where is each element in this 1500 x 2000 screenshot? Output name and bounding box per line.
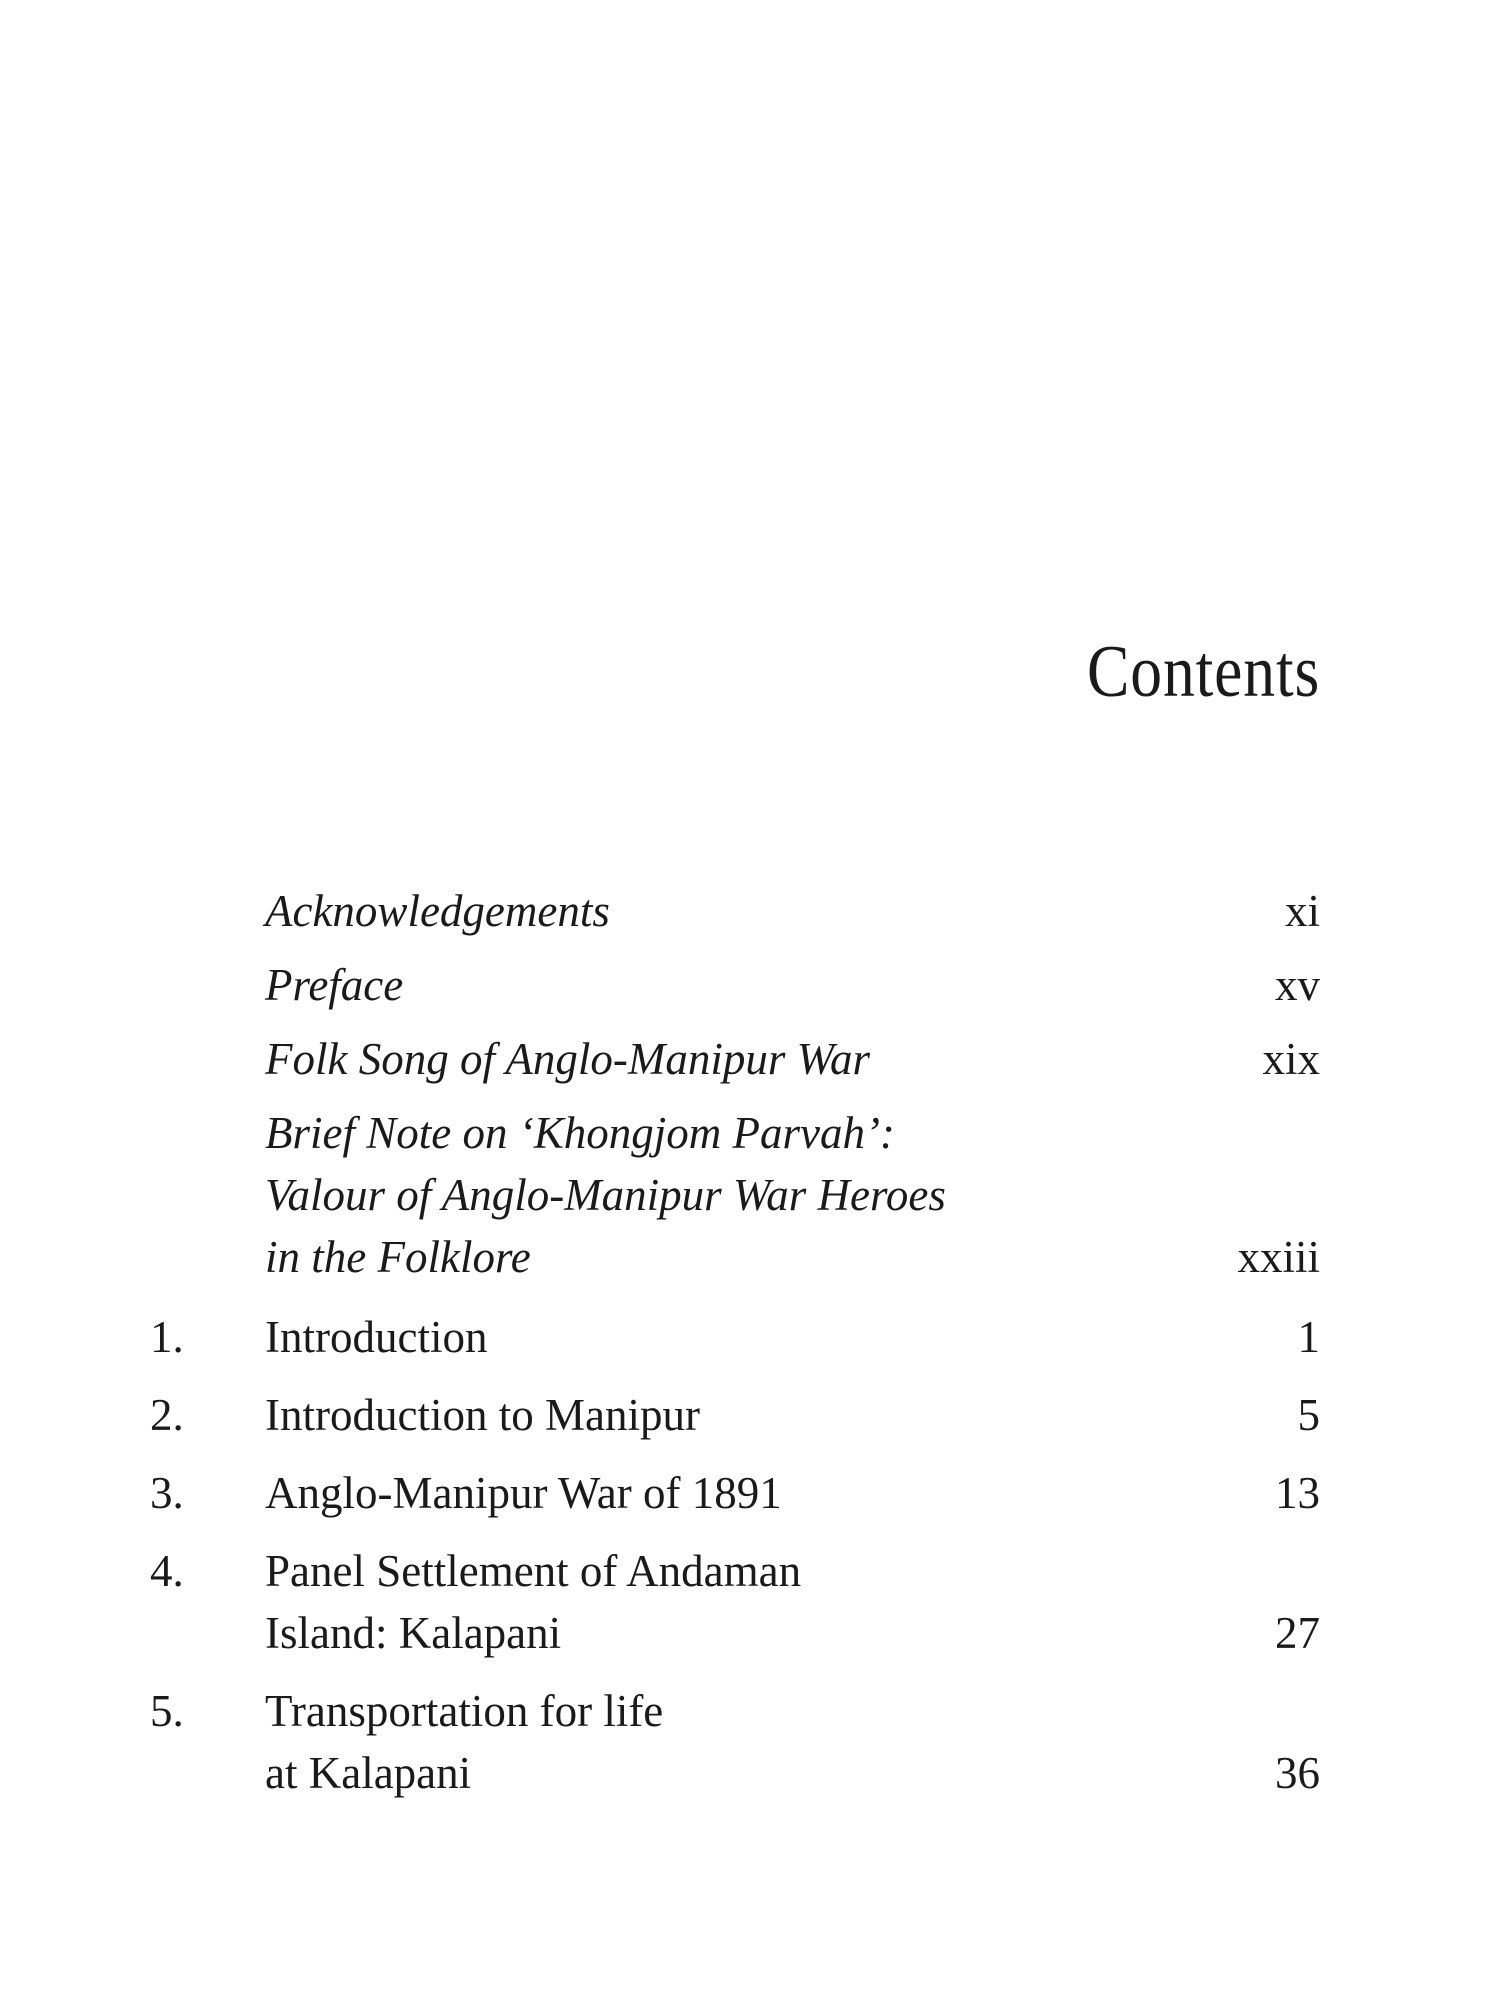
toc-page-number: 1 [1297, 1312, 1320, 1362]
chapter-number: 4. [150, 1546, 184, 1596]
toc-page-number: 13 [1275, 1468, 1320, 1518]
toc-chapter-1[interactable] [150, 1306, 1320, 1368]
toc-entry-acknowledgements[interactable] [150, 880, 1320, 942]
toc-entry-label-line: Brief Note on ‘Khongjom Parvah’: [265, 1108, 895, 1158]
toc-entry-preface[interactable] [150, 954, 1320, 1016]
chapter-number: 3. [150, 1468, 184, 1518]
chapter-number: 1. [150, 1312, 184, 1362]
toc-page-number: xv [1275, 960, 1320, 1010]
toc-chapter-4[interactable] [150, 1540, 1320, 1664]
toc-page-number: 5 [1297, 1390, 1320, 1440]
toc-page-number: xix [1262, 1034, 1320, 1084]
toc-entry-label-line: Panel Settlement of Andaman [265, 1546, 802, 1596]
chapter-number: 5. [150, 1686, 184, 1736]
toc-chapter-5[interactable] [150, 1680, 1320, 1804]
toc-page-number: 36 [1275, 1748, 1320, 1798]
toc-chapter-3[interactable] [150, 1462, 1320, 1524]
toc-entry-label: Introduction [265, 1312, 488, 1362]
toc-page-number: xi [1284, 886, 1320, 936]
toc-entry-label-line: at Kalapani [265, 1748, 472, 1798]
toc-page-number: 27 [1275, 1608, 1320, 1658]
toc-entry-label-line: Transportation for life [265, 1686, 664, 1736]
chapter-number: 2. [150, 1390, 184, 1440]
toc-entry-label-line: Island: Kalapani [265, 1608, 562, 1658]
toc-entry-folk-song[interactable] [150, 1028, 1320, 1090]
toc-chapter-2[interactable] [150, 1384, 1320, 1446]
toc-entry-brief-note[interactable] [150, 1102, 1320, 1288]
toc-entry-label: Anglo-Manipur War of 1891 [265, 1468, 782, 1518]
toc-page-number: xxiii [1237, 1232, 1320, 1282]
toc-entry-label-line: Valour of Anglo-Manipur War Heroes [265, 1170, 946, 1220]
toc-entry-label: Introduction to Manipur [265, 1390, 700, 1440]
toc-entry-label: Folk Song of Anglo-Manipur War [265, 1034, 870, 1084]
toc-entry-label: Preface [265, 960, 404, 1010]
page-title: Contents [1086, 631, 1320, 713]
table-of-contents [150, 880, 1320, 1820]
toc-entry-label-line: in the Folklore [265, 1232, 531, 1282]
toc-entry-label: Acknowledgements [265, 886, 610, 936]
